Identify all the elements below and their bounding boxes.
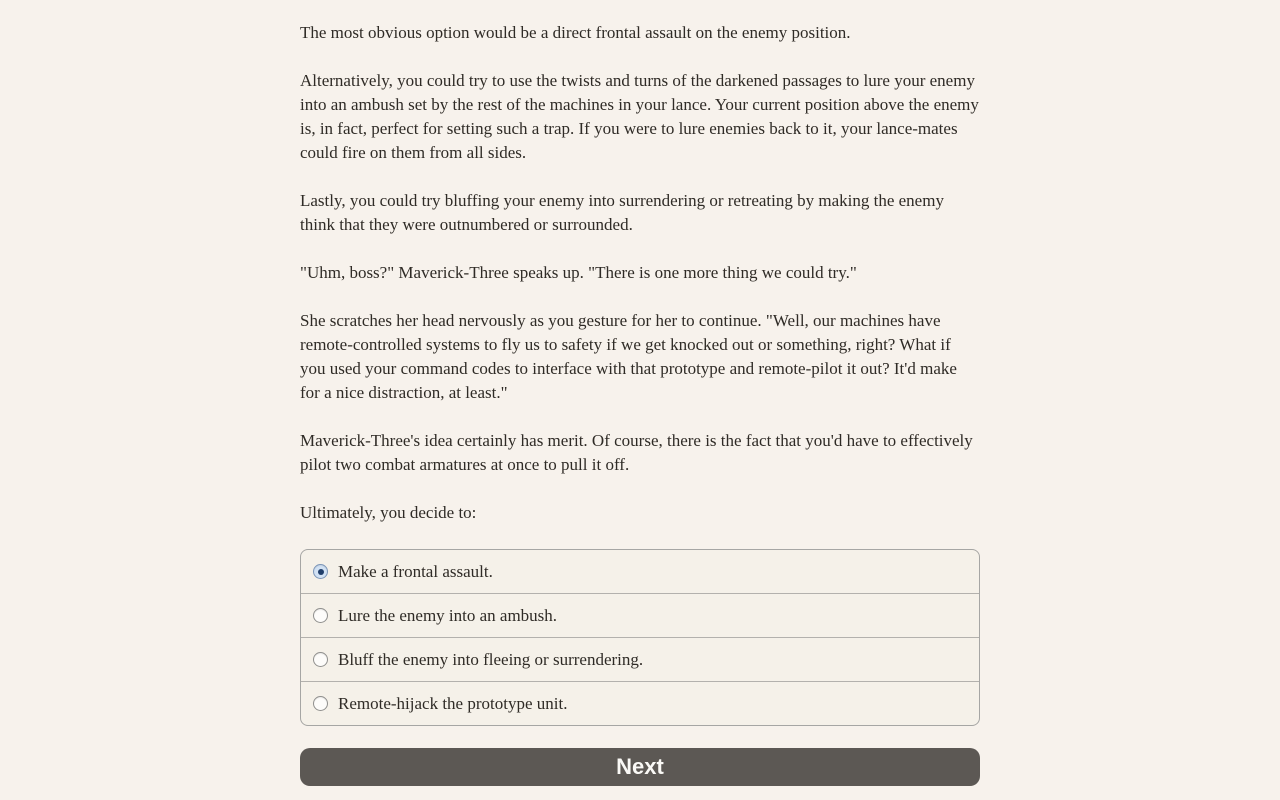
story-prompt: Ultimately, you decide to: <box>300 503 477 522</box>
story-paragraph: Maverick-Three's idea certainly has merit. Of course, there is the fact that you'd have to effectively pilot two combat armatures at once to pull it off. <box>300 431 973 474</box>
story-paragraph: "Uhm, boss?" Maverick-Three speaks up. "There is one more thing we could try." <box>300 263 857 282</box>
choice-radio[interactable] <box>313 652 328 667</box>
story-page <box>300 0 980 786</box>
next-button[interactable]: Next <box>300 748 980 786</box>
story-paragraph: The most obvious option would be a direct frontal assault on the enemy position. <box>300 23 851 42</box>
choice-label[interactable]: Lure the enemy into an ambush. <box>338 605 558 625</box>
story-paragraph: Alternatively, you could try to use the twists and turns of the darkened passages to lure your enemy into an ambush set by the rest of the machines in your lance. Your current position above the enemy is, in fact, perfect for setting such a trap. If you were to lure enemies back to it, your lance-mates could fire on them from all sides. <box>300 71 979 162</box>
story-paragraph: Lastly, you could try bluffing your enemy into surrendering or retreating by making the enemy think that they were outnumbered or surrounded. <box>300 191 944 234</box>
choice-label[interactable]: Remote-hijack the prototype unit. <box>338 693 568 713</box>
choice-label[interactable]: Make a frontal assault. <box>338 561 493 581</box>
choice-option[interactable] <box>301 638 979 682</box>
choice-radio[interactable] <box>313 696 328 711</box>
choice-list <box>300 549 980 726</box>
choice-radio[interactable] <box>313 564 328 579</box>
choice-radio[interactable] <box>313 608 328 623</box>
choice-label[interactable]: Bluff the enemy into fleeing or surrendering. <box>338 649 644 669</box>
choice-option[interactable] <box>301 594 979 638</box>
choice-option[interactable] <box>301 550 979 594</box>
story-paragraph: She scratches her head nervously as you gesture for her to continue. "Well, our machines have remote-controlled systems to fly us to safety if we get knocked out or something, right? What if you used your command codes to interface with that prototype and remote-pilot it out? It'd make for a nice distraction, at least." <box>300 311 957 402</box>
choice-option[interactable] <box>301 682 979 725</box>
